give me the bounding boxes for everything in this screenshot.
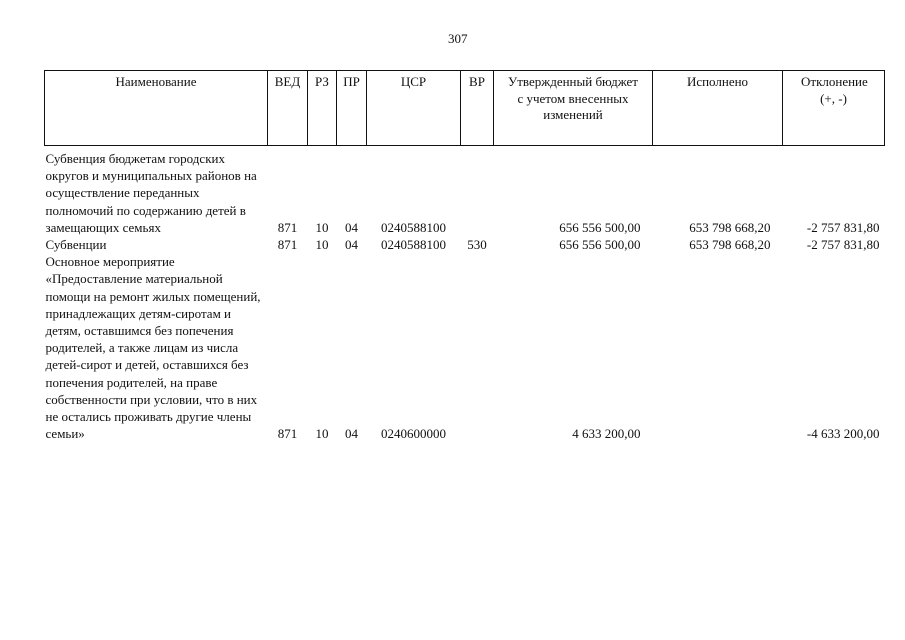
table-row <box>45 253 885 442</box>
row-deviation: -4 633 200,00 <box>806 426 880 442</box>
row-ved: 871 <box>277 237 298 253</box>
page-number: 307 <box>448 31 468 46</box>
row-csr: 0240588100 <box>381 237 446 253</box>
row-executed: 653 798 668,20 <box>689 219 771 235</box>
budget-execution-table <box>44 70 885 442</box>
header-csr: ЦСР <box>367 71 461 146</box>
row-pr: 04 <box>345 237 358 253</box>
row-pr: 04 <box>345 426 358 442</box>
header-executed: Исполнено <box>653 71 783 146</box>
row-rz: 10 <box>315 426 329 442</box>
header-vr: ВР <box>461 71 494 146</box>
row-pr: 04 <box>345 219 358 235</box>
row-rz: 10 <box>315 219 329 235</box>
row-vr <box>461 146 494 237</box>
header-ved: ВЕД <box>268 71 308 146</box>
row-executed: 653 798 668,20 <box>689 237 771 253</box>
row-csr: 0240600000 <box>381 426 446 442</box>
row-vr: 530 <box>467 237 487 253</box>
table-header-row <box>45 71 885 146</box>
row-deviation: -2 757 831,80 <box>806 219 880 235</box>
header-deviation: Отклонение (+, -) <box>783 71 885 146</box>
row-executed <box>653 253 783 442</box>
row-approved: 656 556 500,00 <box>559 237 641 253</box>
row-approved: 656 556 500,00 <box>559 219 641 235</box>
row-name: Основное мероприятие «Предоставление материальной помощи на ремонт жилых помещений, принадлежащих детям-сиротам и детям, оставшимся без попечения родителей, а также лицам из числа детей-сирот и детей, оставшихся без попечения родителей, на праве собственности при условии, что в них не остались проживать другие члены семьи» <box>45 254 261 442</box>
header-name: Наименование <box>45 71 268 146</box>
table-row <box>45 146 885 237</box>
row-approved: 4 633 200,00 <box>572 426 641 442</box>
row-name: Субвенция бюджетам городских округов и муниципальных районов на осуществление переданных полномочий по содержанию детей в замещающих семьях <box>45 151 257 235</box>
row-rz: 10 <box>315 237 329 253</box>
header-approved: Утвержденный бюджет с учетом внесенных изменений <box>494 71 653 146</box>
row-ved: 871 <box>277 426 298 442</box>
row-vr <box>461 253 494 442</box>
row-deviation: -2 757 831,80 <box>806 237 880 253</box>
row-ved: 871 <box>277 219 298 235</box>
row-csr: 0240588100 <box>381 219 446 235</box>
row-name: Субвенции <box>45 237 107 253</box>
table-row <box>45 236 885 253</box>
header-pr: ПР <box>337 71 367 146</box>
header-rz: РЗ <box>308 71 337 146</box>
